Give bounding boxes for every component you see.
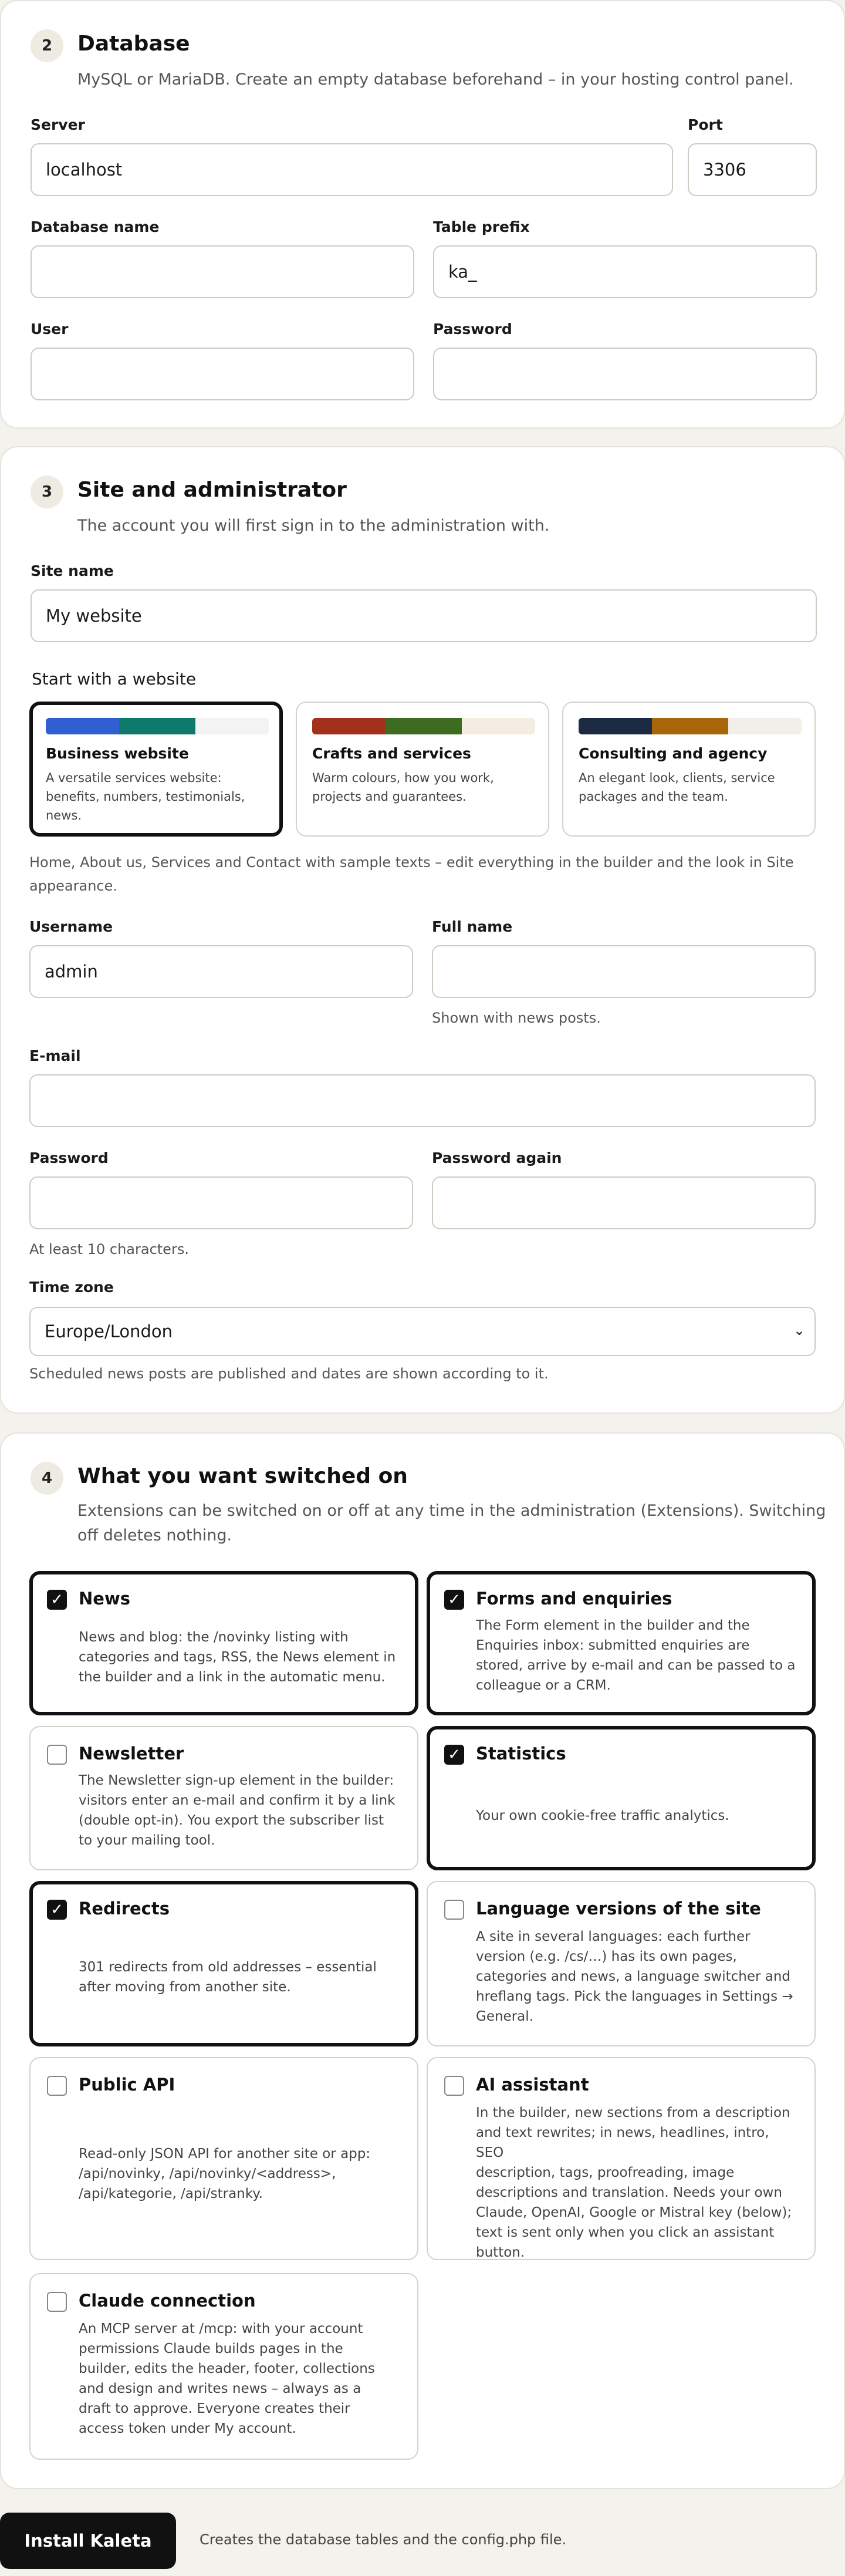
extension-redirects[interactable] (29, 1881, 418, 2046)
swatch-color-1 (312, 718, 386, 734)
checkbox-checked-icon[interactable]: ✓ (47, 1900, 67, 1920)
checkbox-checked-icon[interactable]: ✓ (444, 1745, 464, 1765)
extension-description: An MCP server at /mcp: with your account permissions Claude builds pages in the builder, edits the header, footer, collections and design and writes news – always as a draft to approve. Everyone creates their access token under My account. (79, 2321, 375, 2436)
server-input[interactable] (31, 143, 673, 196)
extension-title: Newsletter (79, 1744, 184, 1764)
database-name-input[interactable] (31, 245, 414, 298)
password-hint: At least 10 characters. (29, 1241, 189, 1257)
swatch-color-1 (579, 718, 652, 734)
section-title: What you want switched on (77, 1464, 408, 1488)
start-with-website-label: Start with a website (32, 669, 197, 689)
preset-hint: Home, About us, Services and Contact with sample texts – edit everything in the builder and the look in Site appearance. (29, 854, 794, 894)
install-button[interactable]: Install Kaleta (0, 2513, 176, 2569)
time-zone-hint: Scheduled news posts are published and dates are shown according to it. (29, 1365, 549, 1382)
extension-description: The Newsletter sign-up element in the builder: visitors enter an e-mail and confirm it by a link (double opt-in). You export the subscriber list to your mailing tool. (79, 1773, 396, 1848)
extension-title: Claude connection (79, 2291, 256, 2311)
section-title: Database (77, 32, 190, 56)
username-input[interactable] (29, 945, 413, 998)
preset-color-swatch (46, 718, 269, 734)
preset-title: Consulting and agency (579, 745, 768, 762)
extension-title: Statistics (476, 1744, 566, 1764)
db-user-input[interactable] (31, 348, 414, 400)
extension-language-versions[interactable] (427, 1881, 816, 2046)
section-title: Site and administrator (77, 478, 347, 502)
preset-color-swatch (312, 718, 535, 734)
section-description: MySQL or MariaDB. Create an empty database beforehand – in your hosting control panel. (77, 70, 794, 89)
section-description-line-2: off deletes nothing. (77, 1526, 232, 1545)
checkbox-checked-icon[interactable]: ✓ (47, 1590, 67, 1610)
password-input[interactable] (29, 1176, 413, 1229)
checkbox-unchecked-icon[interactable] (444, 2076, 464, 2096)
port-input[interactable] (688, 143, 817, 196)
step-number: 3 (31, 476, 63, 508)
swatch-color-3 (728, 718, 802, 734)
extension-description: News and blog: the /novinky listing with categories and tags, RSS, the News element in the builder and a link in the automatic menu. (79, 1630, 396, 1685)
extension-description: Your own cookie-free traffic analytics. (476, 1808, 729, 1823)
preset-crafts-and-services[interactable] (296, 702, 549, 837)
section-description: The account you will first sign in to the administration with. (77, 517, 550, 535)
db-user-label: User (31, 321, 69, 338)
time-zone-label: Time zone (29, 1279, 114, 1296)
preset-description: A versatile services website: benefits, numbers, testimonials, news. (46, 771, 245, 822)
full-name-label: Full name (432, 918, 513, 935)
preset-color-swatch (579, 718, 802, 734)
extension-title: Forms and enquiries (476, 1589, 672, 1609)
install-note: Creates the database tables and the config.php file. (200, 2531, 567, 2548)
extension-title: Redirects (79, 1899, 170, 1918)
extension-public-api[interactable] (29, 2057, 418, 2260)
site-name-label: Site name (31, 562, 114, 579)
swatch-color-3 (195, 718, 269, 734)
preset-business-website[interactable] (29, 702, 283, 837)
password-again-label: Password again (432, 1149, 562, 1166)
username-label: Username (29, 918, 113, 935)
checkbox-unchecked-icon[interactable] (47, 1745, 67, 1765)
extension-statistics[interactable] (427, 1726, 816, 1870)
extension-title: AI assistant (476, 2075, 589, 2095)
preset-consulting-and-agency[interactable] (562, 702, 816, 837)
extension-description: A site in several languages: each further version (e.g. /cs/…) has its own pages, categories and news, a language switcher and hreflang tags. Pick the languages in Settings → General. (476, 1929, 793, 2024)
database-section (0, 0, 845, 429)
step-number: 2 (31, 29, 63, 62)
table-prefix-input[interactable] (433, 245, 817, 298)
section-description-line-1: Extensions can be switched on or off at any time in the administration (Extensions). Switching (77, 1502, 826, 1520)
swatch-color-3 (462, 718, 535, 734)
extension-newsletter[interactable] (29, 1726, 418, 1870)
swatch-color-2 (119, 718, 195, 734)
swatch-color-2 (386, 718, 461, 734)
extension-description: The Form element in the builder and the Enquiries inbox: submitted enquiries are stored, arrive by e-mail and can be passed to a colleague or a CRM. (476, 1618, 796, 1693)
preset-title: Crafts and services (312, 745, 471, 762)
checkbox-unchecked-icon[interactable] (444, 1900, 464, 1920)
preset-title: Business website (46, 745, 189, 762)
db-password-label: Password (433, 321, 512, 338)
swatch-color-1 (46, 718, 119, 734)
extension-forms-and-enquiries[interactable] (427, 1571, 816, 1715)
swatch-color-2 (652, 718, 728, 734)
email-label: E-mail (29, 1047, 81, 1064)
full-name-hint: Shown with news posts. (432, 1010, 601, 1026)
extension-description: Read-only JSON API for another site or app: /api/novinky, /api/novinky/<address>, /api/kategorie, /api/stranky. (79, 2146, 371, 2201)
extension-news[interactable] (29, 1571, 418, 1715)
extension-title: Public API (79, 2075, 175, 2095)
site-name-input[interactable] (31, 589, 817, 642)
password-label: Password (29, 1149, 109, 1166)
extension-title: Language versions of the site (476, 1899, 761, 1918)
checkbox-unchecked-icon[interactable] (47, 2076, 67, 2096)
site-section (0, 446, 845, 1414)
checkbox-unchecked-icon[interactable] (47, 2292, 67, 2312)
time-zone-select[interactable] (29, 1307, 816, 1356)
email-input[interactable] (29, 1074, 816, 1127)
password-again-input[interactable] (432, 1176, 816, 1229)
checkbox-checked-icon[interactable]: ✓ (444, 1590, 464, 1610)
port-label: Port (688, 116, 723, 133)
extension-claude-connection[interactable] (29, 2273, 418, 2460)
extension-description: 301 redirects from old addresses – essential after moving from another site. (79, 1960, 377, 1995)
preset-description: An elegant look, clients, service packages and the team. (579, 771, 775, 804)
extension-ai-assistant[interactable] (427, 2057, 816, 2260)
table-prefix-label: Table prefix (433, 218, 530, 235)
chevron-down-icon: ⌄ (793, 1322, 806, 1338)
extension-title: News (79, 1589, 130, 1609)
step-number: 4 (31, 1462, 63, 1495)
preset-description: Warm colours, how you work, projects and guarantees. (312, 771, 494, 804)
db-password-input[interactable] (433, 348, 817, 400)
database-name-label: Database name (31, 218, 160, 235)
server-label: Server (31, 116, 85, 133)
extension-description: In the builder, new sections from a description and text rewrites; in news, headlines, intro, SEO description, tags, proofreading, image descriptions and translation. Needs your own Claude, OpenAI, Google or Mistral key (below); text is sent only when you click an assistant button. (476, 2105, 792, 2260)
full-name-input[interactable] (432, 945, 816, 998)
